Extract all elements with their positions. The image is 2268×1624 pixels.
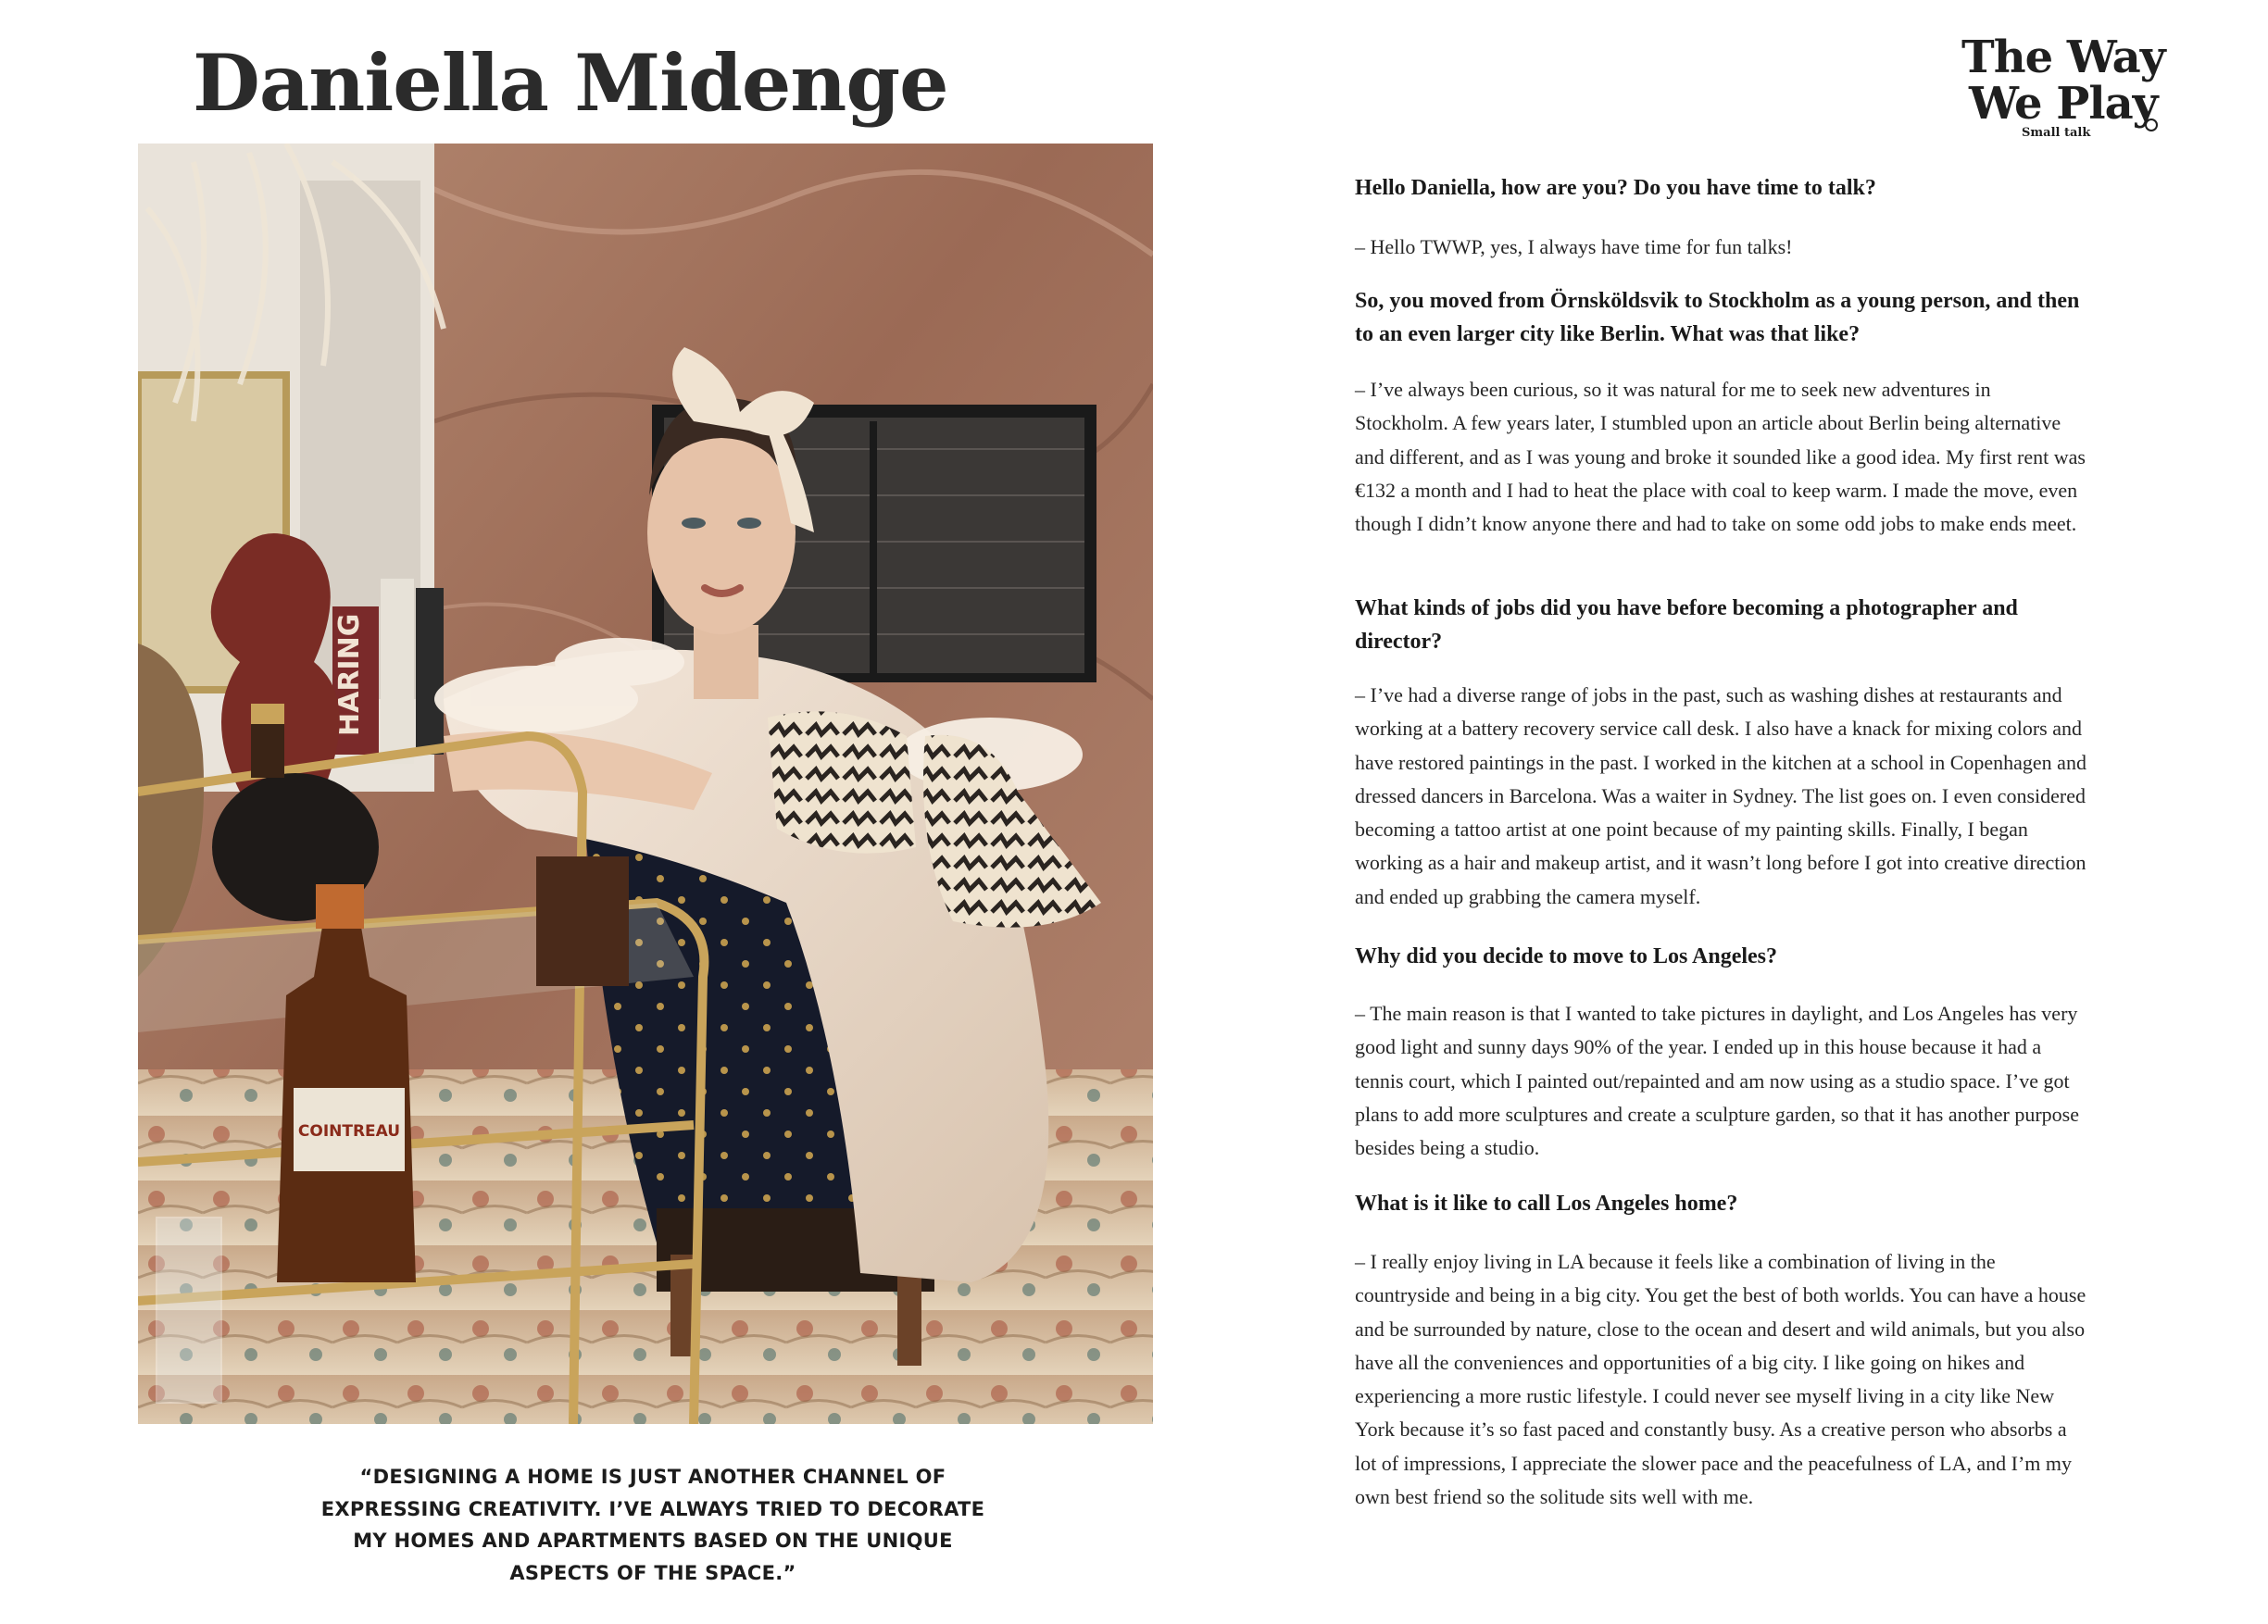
interview-question-1: Hello Daniella, how are you? Do you have time to talk?	[1355, 176, 1876, 200]
logo-line-2: We Play	[1969, 78, 2158, 130]
interview-answer-4: – The main reason is that I wanted to take pictures in daylight, and Los Angeles has very good light and sunny days 90% of the year. I ended up in this house because it had a tennis court, which I painted out/repainted and am now using as a studio space. I’ve got plans to add more sculptures and create a sculpture garden, so that it has another purpose besides being a studio.	[1355, 1002, 2079, 1160]
logo-tagline: Small talk	[2022, 126, 2091, 140]
interview-question-5: What is it like to call Los Angeles home?	[1355, 1192, 1738, 1216]
pull-quote: “DESIGNING A HOME IS JUST ANOTHER CHANNEL OF EXPRESSING CREATIVITY. I’VE ALWAYS TRIED TO DECORATE MY HOMES AND APARTMENTS BASED ON THE UNIQUE ASPECTS OF THE SPACE.”	[320, 1466, 985, 1584]
interview-answer-3: – I’ve had a diverse range of jobs in the past, such as washing dishes at restaurants and working at a battery recovery service call desk. I also have a knack for mixing colors and have restored paintings in the past. I worked in the kitchen at a school in Copenhagen and dressed dancers in Barcelona. Was a waiter in Sydney. The list goes on. I even considered becoming a tattoo artist at one point because of my painting skills. Finally, I began working as a hair and makeup artist, and it wasn’t long before I got into creative direction and ended up grabbing the camera myself.	[1355, 683, 2086, 908]
interview-question-4: Why did you decide to move to Los Angeles?	[1355, 944, 1778, 968]
page-title: Daniella Midenge	[193, 37, 948, 129]
portrait-photo	[138, 144, 1153, 1424]
interview-answer-2: – I’ve always been curious, so it was natural for me to seek new adventures in Stockholm. A few years later, I stumbled upon an article about Berlin being alternative and different, and as I was young and broke it sounded like a good idea. My first rent was €132 a month and I had to heat the place with coal to keep warm. I made the move, even though I didn’t know anyone there and had to take on some odd jobs to make ends meet.	[1355, 378, 2086, 536]
magazine-logo	[1961, 33, 2165, 144]
interview-answer-5: – I really enjoy living in LA because it feels like a combination of living in the countryside and being in a big city. You get the best of both worlds. You can have a house and be surrounded by nature, close to the ocean and desert and wild animals, but you also have all the conveniences and opportunities of a big city. I like going on hikes and experiencing a more rustic lifestyle. I could never see myself living in a city like New York because it’s so fast paced and constantly busy. As a creative person who absorbs a lot of impressions, I appreciate the slower pace and the peacefulness of LA, and I’m my own best friend so the solitude sits well with me.	[1355, 1250, 2086, 1509]
peace-symbol-icon	[2145, 119, 2158, 131]
logo-line-1: The Way	[1961, 31, 2165, 83]
book-spine-text: HARING	[333, 613, 366, 736]
interview-answer-1: – Hello TWWP, yes, I always have time for fun talks!	[1355, 235, 1793, 258]
interview-question-3: What kinds of jobs did you have before becoming a photographer and director?	[1355, 596, 2018, 654]
bottle-label-text: COINTREAU	[297, 1122, 401, 1141]
interview-question-2: So, you moved from Örnsköldsvik to Stockholm as a young person, and then to an even larger city like Berlin. What was that like?	[1355, 289, 2080, 346]
